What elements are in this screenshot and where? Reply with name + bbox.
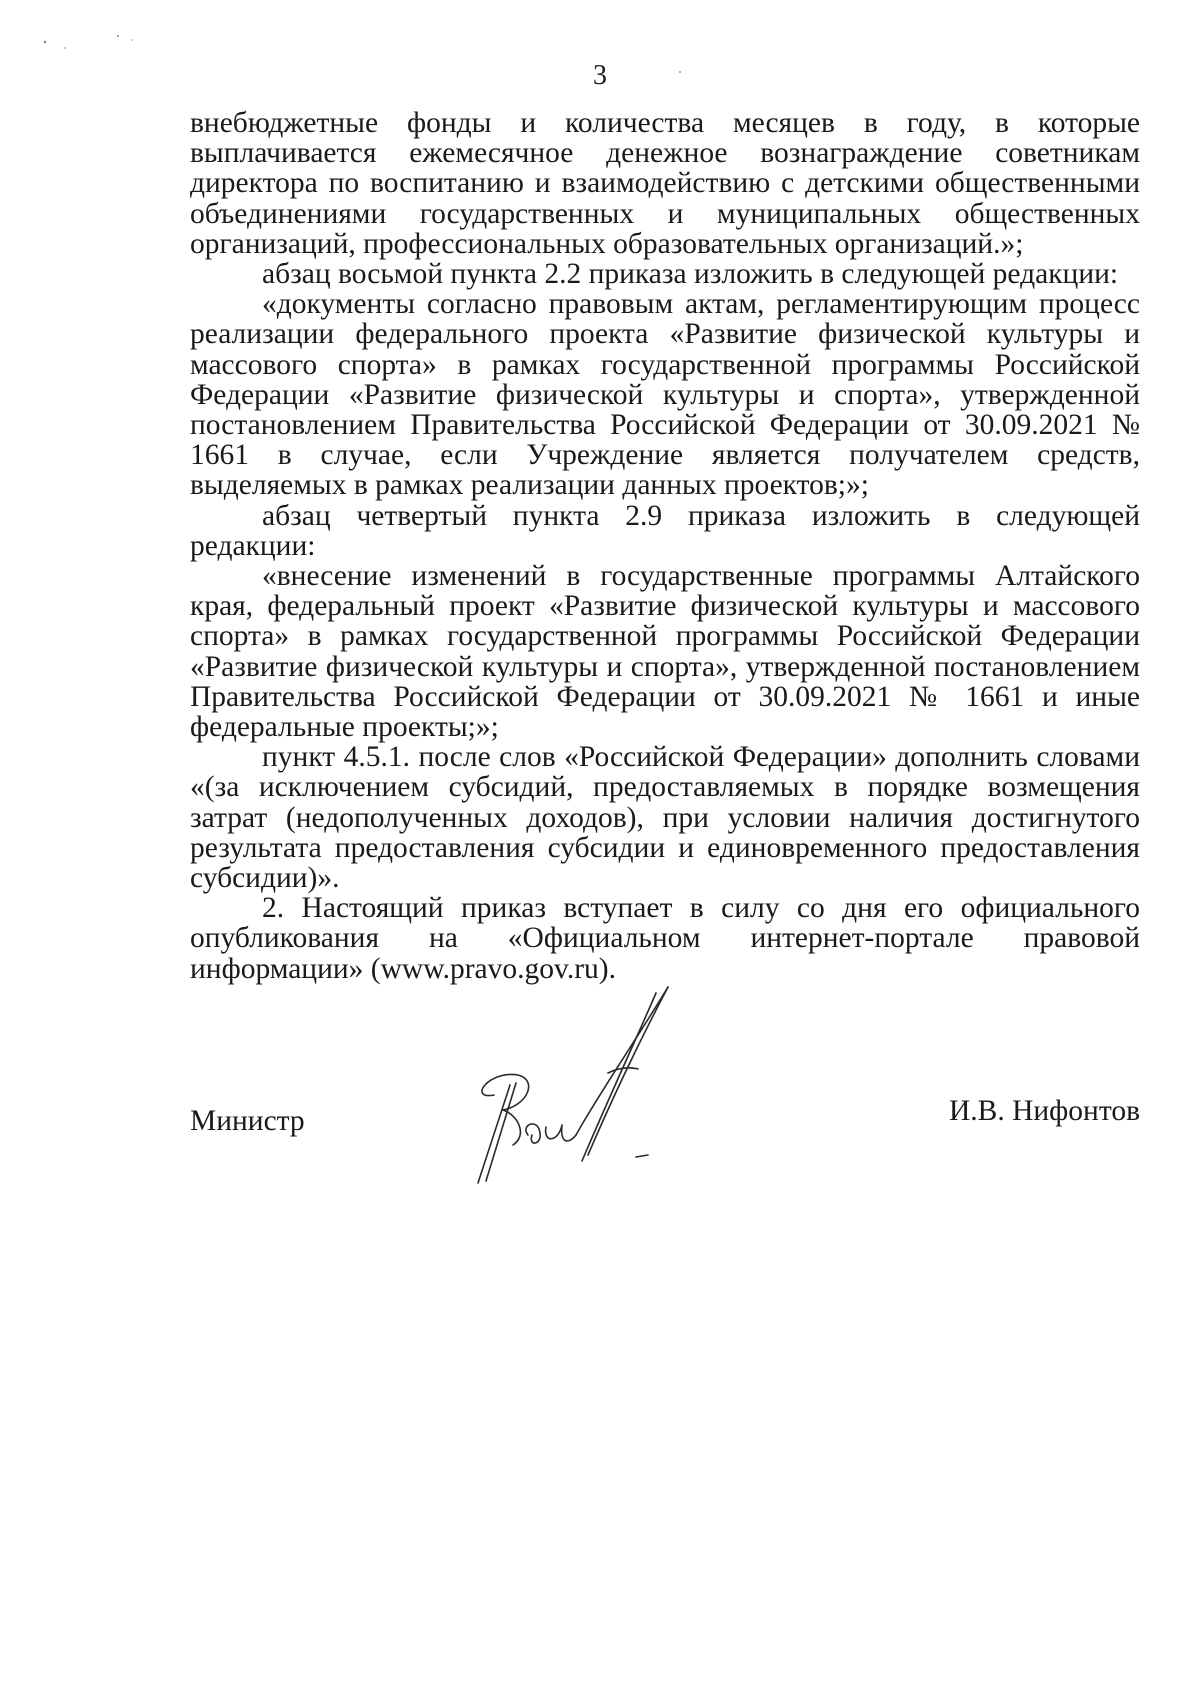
scan-speck bbox=[44, 41, 46, 43]
page-number: 3 bbox=[593, 60, 607, 91]
signatory-title: Министр bbox=[190, 1105, 305, 1137]
paragraph: абзац восьмой пункта 2.2 приказа изложить в следующей редакции: bbox=[262, 258, 1119, 291]
paragraph: «внесение изменений в государственные программы Алтайского края, федеральный проект «Развитие физической культуры и массового спорта» в рамках государственной программы Российской Федерации «Развитие физической культуры и спорта», утвержденной постановлением Правительства Российской Федерации от 30.09.2021 № 1661 и иные федеральные проекты;»; bbox=[190, 560, 1140, 744]
scan-speck bbox=[131, 39, 133, 41]
scan-speck bbox=[117, 35, 119, 37]
paragraph: абзац четвертый пункта 2.9 приказа изложить в следующей редакции: bbox=[190, 499, 1140, 562]
document-body bbox=[190, 108, 1140, 984]
paragraph: внебюджетные фонды и количества месяцев в году, в которые выплачивается ежемесячное денежное вознаграждение советникам директора по воспитанию и взаимодействию с детскими общественными объединениями государственных и муниципальных общественных организаций, профессиональных образовательных организаций.»; bbox=[190, 107, 1140, 260]
signatory-name: И.В. Нифонтов bbox=[948, 1095, 1140, 1127]
handwritten-signature bbox=[458, 985, 678, 1185]
paragraph: пункт 4.5.1. после слов «Российской Федерации» дополнить словами «(за исключением субсидий, предоставляемых в порядке возмещения затрат (недополученных доходов), при условии наличия достигнутого результата предоставления субсидии и единовременного предоставления субсидии)». bbox=[190, 741, 1140, 895]
paragraph: 2. Настоящий приказ вступает в силу со дня его официального опубликования на «Официальном интернет-портале правовой информации» (www.pravo.gov.ru). bbox=[190, 892, 1140, 985]
paragraph: «документы согласно правовым актам, регламентирующим процесс реализации федерального проекта «Развитие физической культуры и массового спорта» в рамках государственной программы Российской Федерации «Развитие физической культуры и спорта», утвержденной постановлением Правительства Российской Федерации от 30.09.2021 № 1661 в случае, если Учреждение является получателем средств, выделяемых в рамках реализации данных проектов;»; bbox=[190, 288, 1140, 502]
scan-speck bbox=[64, 47, 66, 49]
